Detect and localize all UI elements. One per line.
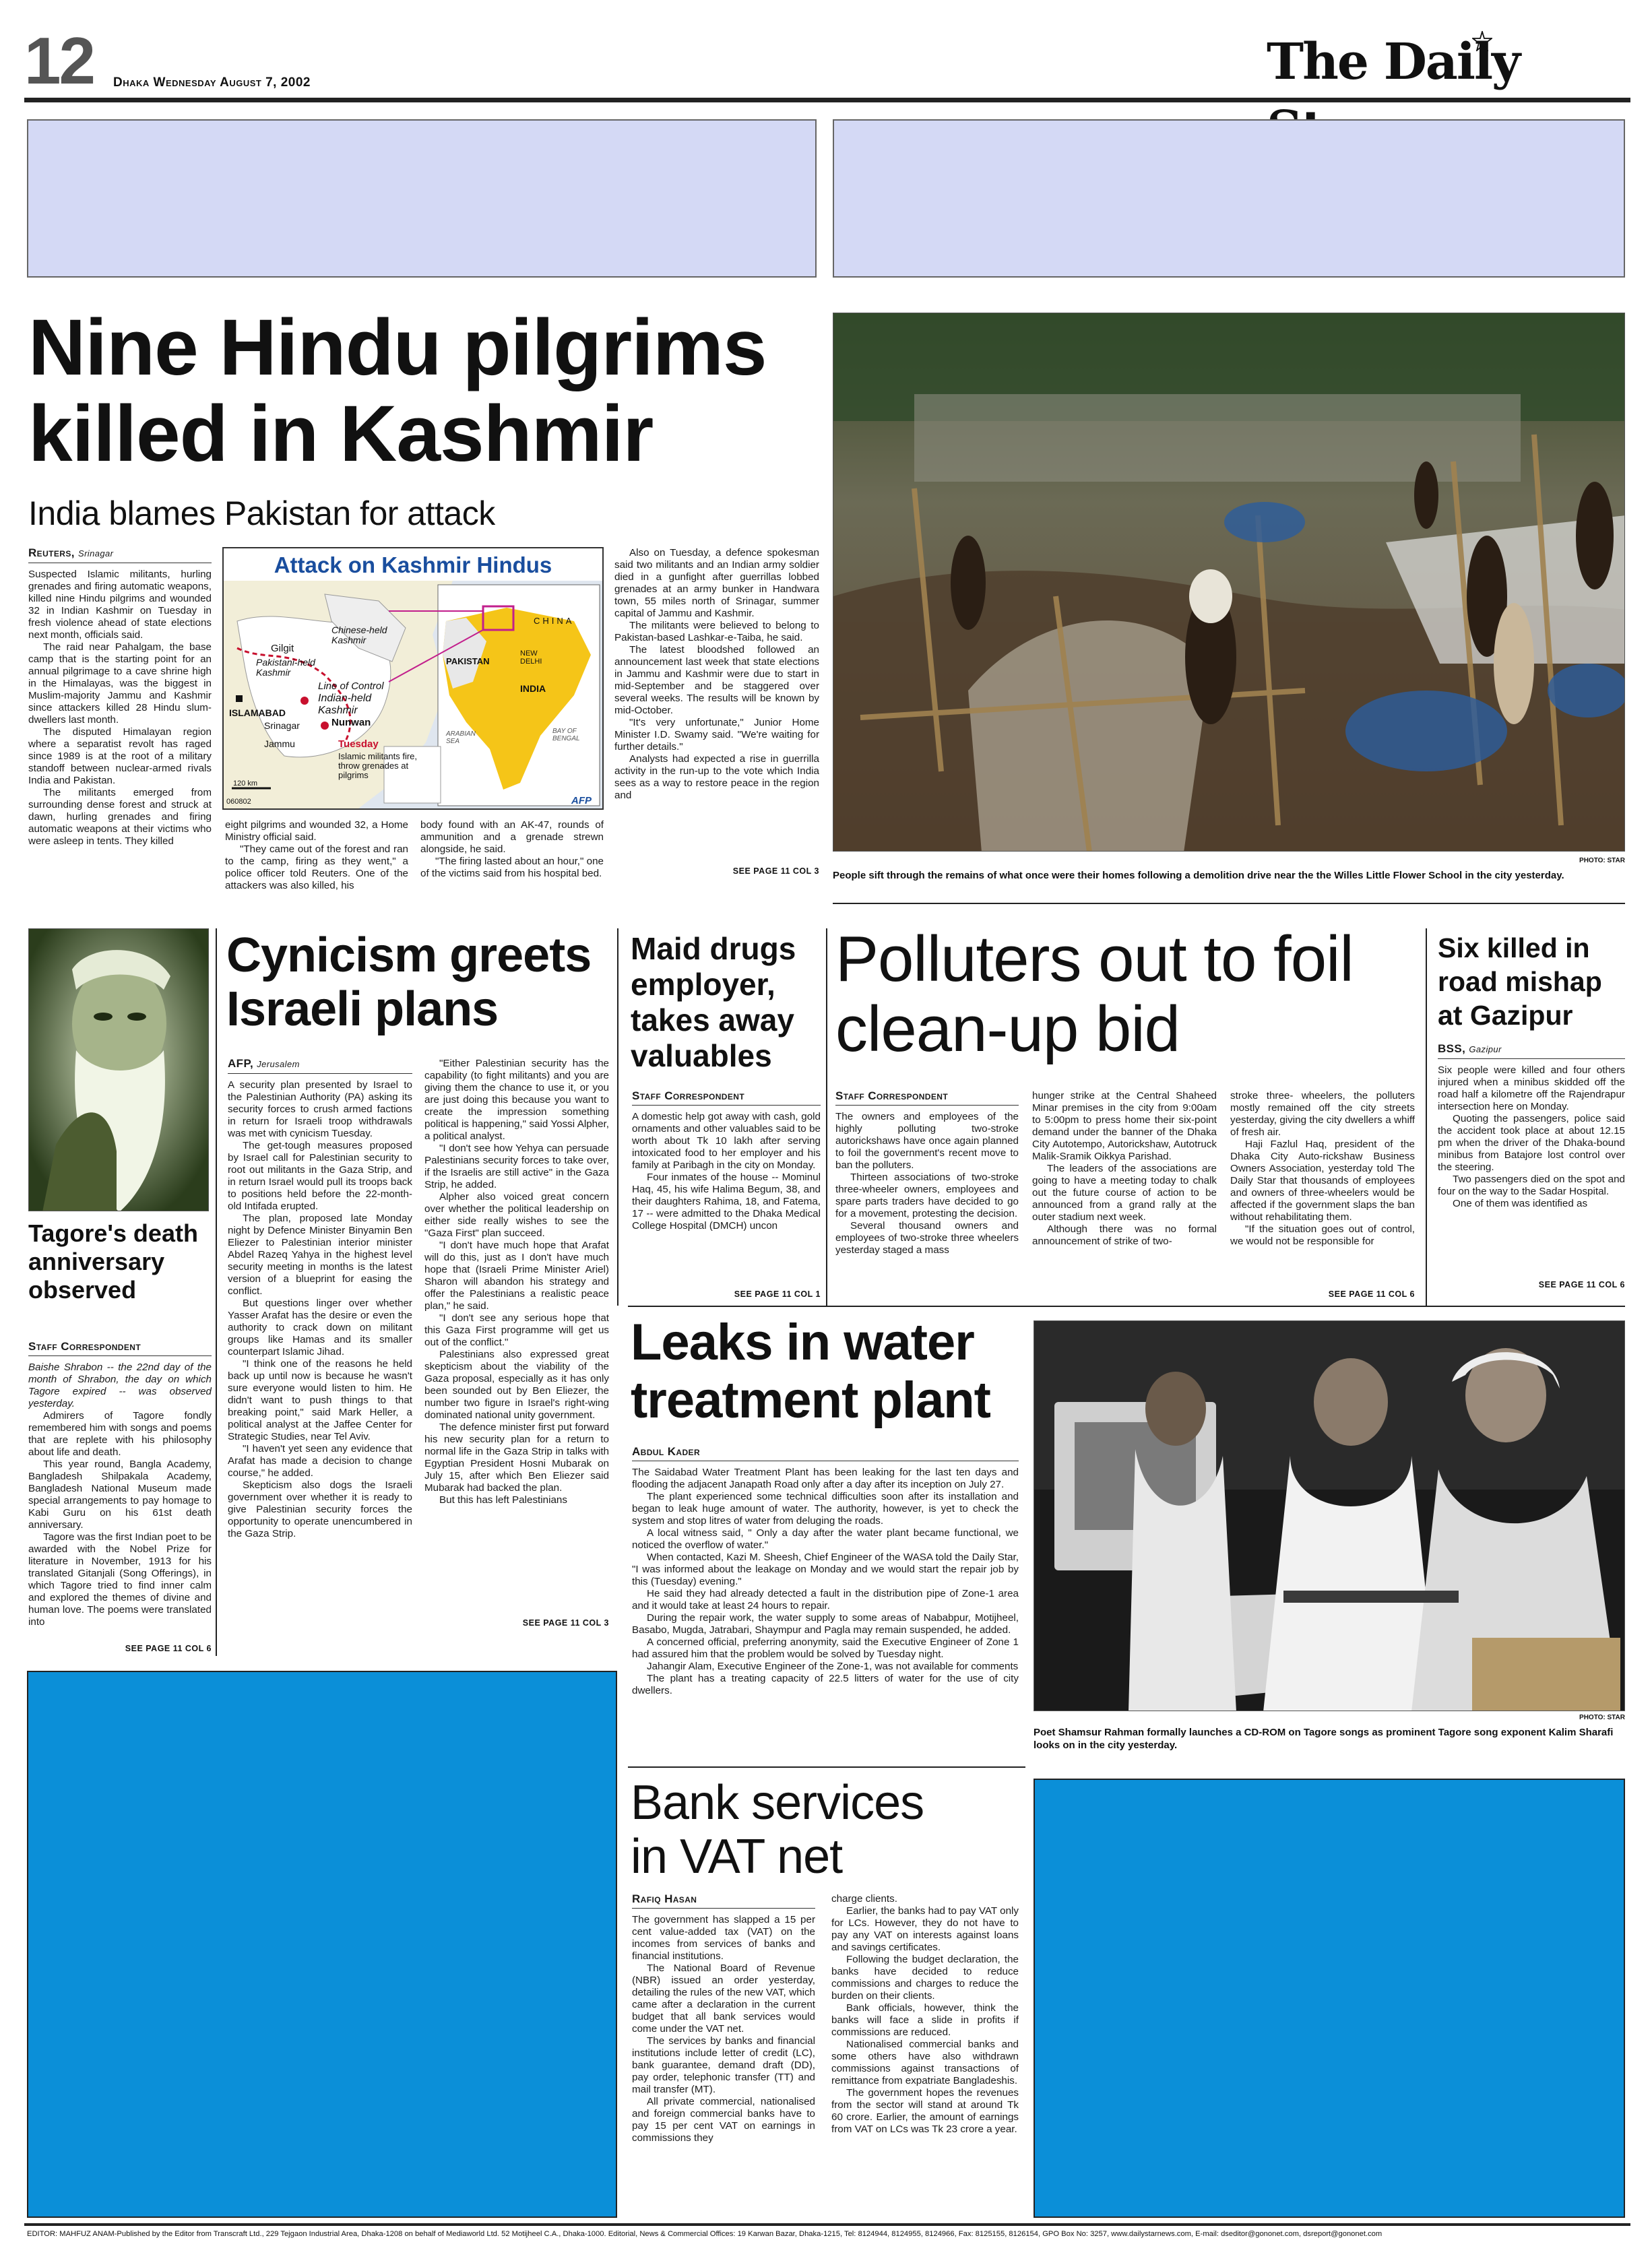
kashmir-byline [28,547,212,563]
paragraph: Also on Tuesday, a defence spokesman said two militants and an Indian army soldier died in a gunfight after guerrillas lobbed grenades at an army bunker in Handwara town, 55 miles north of Srinagar, summer capital of Jammu and Kashmir. [614,547,819,619]
paragraph: Two passengers died on the spot and four on the way to the Sadar Hospital. [1438,1174,1625,1197]
byline-place: Gazipur [1469,1044,1502,1054]
road-continued[interactable]: SEE PAGE 11 COL 6 [1538,1280,1625,1289]
paragraph: Palestinians also expressed great skepticism about the viability of the Gaza proposal, especially as it has only been sounded out by Ben Eliezer, the number two figure in Israel's right-wing dominated national unity government. [424,1349,609,1421]
tagore-body [28,1341,212,1654]
israel-headline-line2: Israeli plans [226,982,499,1036]
paragraph: A concerned official, preferring anonymity, said the Executive Engineer of Zone 1 had assured him that the problem would be solved by Tuesday night. [632,1636,1019,1660]
israel-headline-line1: Cynicism greets [226,928,592,982]
kashmir-column-3 [420,819,604,907]
paragraph: The militants emerged from surrounding dense forest and struck at dawn, hurling grenades and firing automatic weapons at their victims who were asleep in tents. They killed [28,787,212,847]
page-number: 12 [24,24,94,98]
tagore-portrait [28,928,209,1211]
map-label: NEW DELHI [520,649,542,666]
demolition-photo [833,313,1625,852]
map-label: 060802 [226,798,251,806]
byline-agency: Reuters, [28,547,75,559]
paragraph: He said they had already detected a fault in the distribution pipe of Zone-1 area and it would take at least 24 hours to repair. [632,1588,1019,1611]
cdrom-launch-photo-image [1034,1321,1625,1711]
paragraph: Haji Fazlul Haq, president of the Dhaka City Auto-rickshaw Business Owners Association, yesterday told The Daily Star that thousands of employees and owners of three-wheelers would be affected if the government slaps the ban without rehabilitating them. [1230,1139,1415,1223]
ad-block-top-left [27,119,817,278]
dateline: Dhaka Wednesday August 7, 2002 [113,75,311,90]
column-rule [216,928,217,1656]
israel-column-2 [424,1058,609,1624]
paragraph: All private commercial, nationalised and foreign commercial banks have to pay 15 per cent VAT on earnings in commissions they [632,2096,815,2144]
section-rule [833,903,1625,904]
paragraph: The National Board of Revenue (NBR) issued an order yesterday, detailing the rules of the new VAT, which came after a declaration in the current budget that all bank services would come under the VAT net. [632,1962,815,2035]
demolition-photo-image [833,313,1625,852]
kashmir-subhead: India blames Pakistan for attack [28,494,495,532]
tagore-headline: Tagore's death anniversary observed [28,1219,198,1304]
paper-name [1267,28,1630,96]
map-label: Jammu [264,738,295,749]
paragraph: Tagore was the first Indian poet to be awarded with the Nobel Prize for literature in November, 1913 for his translated Gitanjali (Song Offerings), in which Tagore tried to find inner calm and explored the themes of divine and human love. The poems were translated into [28,1531,212,1628]
polluters-headline-line1: Polluters out to foil [835,923,1354,995]
tagore-portrait-image [29,929,209,1211]
leaks-headline-line1: Leaks in water [631,1314,974,1371]
map-label: Gilgit [271,643,294,654]
map-label: Srinagar [264,720,300,731]
map-label: Nunwan [331,717,371,728]
footer-rule [24,2223,1630,2226]
maid-byline: Staff Correspondent [632,1090,821,1106]
paragraph: Jahangir Alam, Executive Engineer of the Zone-1, was not available for comments [647,1661,1019,1672]
paragraph: Following the budget declaration, the banks have decided to reduce commissions and charges to reduce the burden on their clients. [831,1954,1019,2002]
map-label: PAKISTAN [446,656,490,666]
paragraph: Skepticism also dogs the Israeli government over whether it is ready to give Palestinian security forces the opportunity to operate unencumbered in the Gaza Strip. [228,1479,412,1539]
star-icon [1472,31,1492,51]
column-rule [1426,928,1427,1306]
paragraph: "Either Palestinian security has the capability (to fight militants) and you are giving them the chance to use it, or you are just doing this because you want to create the impression something political is happening," said Yossi Alpher, a political analyst. [424,1058,609,1142]
paragraph: The latest bloodshed followed an announcement last week that state elections in Jammu and Kashmir were due to start in mid-September and be staggered over several weeks. The results will be known by mid-October. [614,644,819,716]
paragraph: The raid near Pahalgam, the base camp that is the starting point for an annual pilgrimage to a cave shrine high in the Himalayas, was the biggest in Muslim-majority Jammu and Kashmir since attackers killed 28 Hindu slum-dwellers last month. [28,641,212,726]
map-title: Attack on Kashmir Hindus [274,552,552,577]
leaks-headline-line2: treatment plant [631,1372,990,1429]
paragraph: During the repair work, the water supply to some areas of Nababpur, Motijheel, Basabo, Mugda, Jatrabari, Shaympur and Pagla may remain suspended, he added. [632,1612,1019,1636]
map-label: Line of Control [318,680,384,692]
ad-block-top-right [833,119,1625,278]
paragraph: But this has left Palestinians [439,1494,567,1506]
kashmir-column-2 [225,819,408,907]
map-label: AFP [571,795,592,806]
kashmir-column-4 [614,547,819,876]
photo1-caption: People sift through the remains of what once were their homes following a demolition drive near the the Willes Little Flower School in the city yesterday. [833,870,1564,881]
map-label: Indian-held Kashmir [318,693,372,716]
ad-block-bottom-left [27,1671,617,2218]
polluters-column-1 [835,1090,1019,1292]
paragraph: The get-tough measures proposed by Israel call for Palestinian security to root out militants in the Gaza Strip, and in return Israel would pull its troops back to positions held before the 22-month-old Intifada erupted. [228,1140,412,1212]
paragraph: When contacted, Kazi M. Sheesh, Chief Engineer of the WASA told the Daily Star, "I was informed about the leakage on Monday and we would start the repair job by this (Tuesday) evening." [632,1552,1019,1587]
maid-continued[interactable]: SEE PAGE 11 COL 1 [734,1289,821,1299]
paragraph: Six people were killed and four others injured when a minibus skidded off the road half a kilometre off the Rajendrapur intersection here on Monday. [1438,1064,1625,1112]
photo1-credit: PHOTO: STAR [1579,857,1625,864]
map-label: Chinese-held Kashmir [331,625,387,645]
bank-byline: Rafiq Hasan [632,1893,815,1909]
paragraph: The government hopes the revenues from the sector will stand at around Tk 60 crore. Earlier, the amount of earnings from VAT on LCs was Tk 23 crore a year. [831,2087,1019,2135]
paragraph: A domestic help got away with cash, gold ornaments and other valuables said to be worth about Tk 10 lakh after serving intoxicated food to her employer and his family at Paribagh in the city on Monday. [632,1111,821,1171]
paragraph: The defence minister first put forward his new security plan for a return to normal life in the Gaza Strip in talks with Egyptian President Hosni Mubarak on July 15, after which Ben Eliezer said Mubarak had backed the plan. [424,1422,609,1494]
map-label: Pakistani-held Kashmir [256,657,315,678]
paragraph: But questions linger over whether Yasser Arafat has the desire or even the authority to crack down on militant groups like Hamas and its smaller counterpart Islamic Jihad. [228,1298,412,1358]
paragraph: This year round, Bangla Academy, Bangladesh Shilpakala Academy, Bangladesh National Museum made special arrangements to pay homage to Kabi Guru on his 61st death anniversary. [28,1459,212,1531]
maid-body [632,1090,821,1292]
paragraph: Nationalised commercial banks and some others have also withdrawn commissions against transactions of remittance from expatriate Bangladeshis. [831,2039,1019,2086]
column-rule [617,928,618,1306]
map-label: Islamic militants fire, throw grenades at pilgrims [338,751,418,780]
map-label: Tuesday [338,738,379,750]
leaks-byline: Abdul Kader [632,1446,1019,1461]
road-headline: Six killed in road mishap at Gazipur [1438,932,1602,1031]
section-rule [628,1766,1025,1768]
polluters-continued[interactable]: SEE PAGE 11 COL 6 [1328,1289,1415,1299]
byline-place: Jerusalem [257,1059,300,1069]
paragraph-text: Baishe Shrabon -- the 22nd day of the month of Shrabon, the day on which Tagore expired -- was observed yesterday. [28,1362,212,1409]
kashmir-headline-line1: Nine Hindu pilgrims [28,303,767,392]
paragraph: Alpher also voiced great concern over whether the political leadership on either side really wishes to see the "Gaza First" plan succeed. [424,1191,609,1239]
paragraph: The government has slapped a 15 per cent value-added tax (VAT) on the incomes from services of banks and financial institutions. [632,1914,815,1962]
map-label: BAY OF BENGAL [552,728,580,742]
road-byline [1438,1043,1625,1059]
paragraph: "I haven't yet seen any evidence that Arafat has made a decision to change course," he added. [228,1443,412,1479]
paragraph: Several thousand owners and employees of two-stroke three wheelers yesterday staged a mass [835,1220,1019,1256]
paragraph: stroke three- wheelers, the polluters mostly remained off the city streets yesterday, giving the city dwellers a whiff of fresh air. [1230,1090,1415,1138]
paragraph: A security plan presented by Israel to the Palestinian Authority (PA) asking its security forces to crush armed factions in return for Israeli troop withdrawals was met with cynicism Tuesday. [228,1079,412,1139]
tagore-byline: Staff Correspondent [28,1341,212,1356]
bank-headline-line1: Bank services [631,1776,924,1830]
paragraph: Admirers of Tagore fondly remembered him with songs and poems that are replete with his philosophy about life and death. [28,1410,212,1458]
paragraph: Four inmates of the house -- Mominul Haq, 45, his wife Halima Begum, 38, and their daughters Rahima, 18, and Fatema, 17 -- were admitted to the Dhaka Medical College Hospital (DMCH) uncon [632,1172,821,1232]
paragraph: The Saidabad Water Treatment Plant has been leaking for the last ten days and flooding the adjacent Janapath Road only after a day after its inception on July 27. [632,1467,1019,1490]
map-label: ISLAMABAD [229,707,286,718]
paragraph: Quoting the passengers, police said the accident took place at about 12.15 pm when the driver of the Dhaka-bound minibus from Batajore lost control over the steering. [1438,1113,1625,1173]
paragraph: "I don't have much hope that Arafat will do this, just as I don't have much hope that (Israeli Prime Minister Ariel) Sharon will abandon his strategy and offer the Palestinians a realistic peace plan," he said. [424,1240,609,1312]
maid-headline: Maid drugs employer, takes away valuables [631,931,796,1073]
photo2-credit: PHOTO: STAR [1579,1714,1625,1721]
paragraph: hunger strike at the Central Shaheed Minar premises in the city from 9:00am to 5:00pm to press home their six-point demand under the banner of the Dhaka City Autotempo, Autorickshaw, Autotruck Malik-Sramik Oikkya Parishad. [1032,1090,1217,1162]
paragraph: "If the situation goes out of control, we would not be responsible for [1230,1223,1415,1247]
photo2-caption: Poet Shamsur Rahman formally launches a CD-ROM on Tagore songs as prominent Tagore song exponent Kalim Sharafi looks on in the city yesterday. [1034,1727,1614,1751]
paragraph: "I don't see how Yehya can persuade Palestinians security forces to take over, if the Israelis are still active" in the Gaza Strip, he added. [424,1143,609,1190]
column-rule [826,928,827,1306]
paragraph: A local witness said, " Only a day after the water plant became functional, we noticed the overflow of water." [632,1527,1019,1551]
paragraph: "The firing lasted about an hour," one of the victims said from his hospital bed. [420,856,604,879]
paragraph: charge clients. [831,1893,897,1905]
paragraph: The militants were believed to belong to Pakistan-based Lashkar-e-Taiba, he said. [614,620,819,643]
paragraph: The plant has a treating capacity of 22.5 litters of water for the use of city dwellers. [632,1673,1019,1696]
israel-byline [228,1058,412,1074]
paragraph: The owners and employees of the highly polluting two-stroke autorickshaws have once again planned to foil the government's recent move to ban the polluters. [835,1111,1019,1171]
bank-column-1 [632,1893,815,2216]
paragraph: Although there was no formal announcement of strike of two- [1032,1223,1217,1247]
paragraph: "It's very unfortunate," Junior Home Minister I.D. Swamy said. "We're waiting for further details." [614,717,819,753]
polluters-column-2 [1032,1090,1217,1292]
paragraph: body found with an AK-47, rounds of ammunition and a grenade strewn alongside, he said. [420,819,604,855]
polluters-byline: Staff Correspondent [835,1090,1019,1106]
kashmir-map [222,547,604,810]
imprint-line: EDITOR: MAHFUZ ANAM-Published by the Editor from Transcraft Ltd., 229 Tejgaon Industrial Area, Dhaka-1208 on behalf of Mediaworld Ltd. 52 Motijheel C.A., Dhaka-1000. Editorial, News & Commercial Offices: 19 Karwan Bazar, Dhaka-1215, Tel: 8124944, 8124955, 8124966, Fax: 8125155, 8126154, GPO Box No: 3257, www.dailystarnews.com, E-mail: dseditor@gononet.com, dsreport@gononet.com [27,2230,1383,2238]
bank-headline-line2: in VAT net [631,1830,843,1884]
kashmir-column-1 [28,547,212,904]
paragraph: "I think one of the reasons he held back up until now is because he wasn't sure everyone would listen to him. He didn't want to push things to that breaking point," said Mark Heller, a political analyst at the Jaffee Center for Strategic Studies, near Tel Aviv. [228,1358,412,1442]
paragraph: The plant experienced some technical difficulties soon after its installation and began to leak huge amount of water. The authority, however, is yet to check the system and stop litres of water from deluging the roads. [632,1491,1019,1527]
byline-agency: BSS, [1438,1043,1466,1055]
paragraph: "They came out of the forest and ran to the camp, firing as they went," a police officer told Reuters. One of the attackers was also killed, his [225,843,408,891]
paragraph [28,1362,212,1410]
paragraph: eight pilgrims and wounded 32, a Home Ministry official said. [225,819,408,843]
masthead-rule [24,98,1630,102]
israel-column-1 [228,1058,412,1651]
polluters-column-3 [1230,1090,1415,1279]
israel-continued[interactable]: SEE PAGE 11 COL 3 [522,1618,609,1628]
kashmir-headline-line2: killed in Kashmir [28,389,654,478]
paragraph: The disputed Himalayan region where a separatist revolt has raged since 1989 is at the root of a military standoff between nuclear-armed rivals India and Pakistan. [28,726,212,786]
map-label: INDIA [520,683,546,694]
ad-block-bottom-right [1034,1779,1625,2218]
cdrom-launch-photo [1034,1320,1625,1711]
paragraph: The plan, proposed late Monday night by Defence Minister Binyamin Ben Eliezer to Palestinian interior minister Abdel Razeq Yahya in the highest level security meeting in months is the latest version of a blueprint for easing the conflict. [228,1213,412,1297]
bank-column-2 [831,1893,1019,2216]
map-label: ARABIAN SEA [446,730,476,745]
paragraph: Bank officials, however, think the banks will face a slide in profits if commissions are reduced. [831,2002,1019,2038]
paper-name-text: The Daily [1267,33,1520,91]
paragraph: Thirteen associations of two-stroke three-wheeler owners, employees and spare parts traders have decided to go for a movement, protesting the decision. [835,1172,1019,1219]
leaks-body [632,1446,1019,1760]
paragraph: "I don't see any serious hope that this Gaza First programme will get us out of the conflict." [424,1312,609,1348]
tagore-continued[interactable]: SEE PAGE 11 COL 6 [125,1644,212,1653]
paragraph: The leaders of the associations are going to have a meeting today to chalk out the future course of action to be announced from a grand rally at the outer stadium next week. [1032,1163,1217,1223]
paragraph: Earlier, the banks had to pay VAT only for LCs. However, they do not have to pay any VAT on interests against loans and savings certificates. [831,1905,1019,1953]
byline-agency: AFP, [228,1058,254,1070]
byline-place: Srinagar [78,548,114,558]
paragraph: The services by banks and financial institutions include letter of credit (LC), bank guarantee, demand draft (DD), pay order, telephonic transfer (TT) and mail transfer (MT). [632,2035,815,2095]
map-label: CHINA [534,616,575,626]
kashmir-continued[interactable]: SEE PAGE 11 COL 3 [732,866,819,876]
paragraph: Analysts had expected a rise in guerrilla activity in the run-up to the vote which India sees as a way to restore peace in the region and [614,753,819,801]
road-body [1438,1043,1625,1285]
map-label: 120 km [233,779,258,788]
paragraph: One of them was identified as [1453,1198,1588,1209]
polluters-headline-line2: clean-up bid [835,993,1180,1065]
section-rule [628,1306,1625,1307]
paragraph: Suspected Islamic militants, hurling grenades and firing automatic weapons, killed nine Hindu pilgrims and wounded 32 in Indian Kashmir on Tuesday in fresh violence ahead of state elections next month, officials said. [28,569,212,641]
